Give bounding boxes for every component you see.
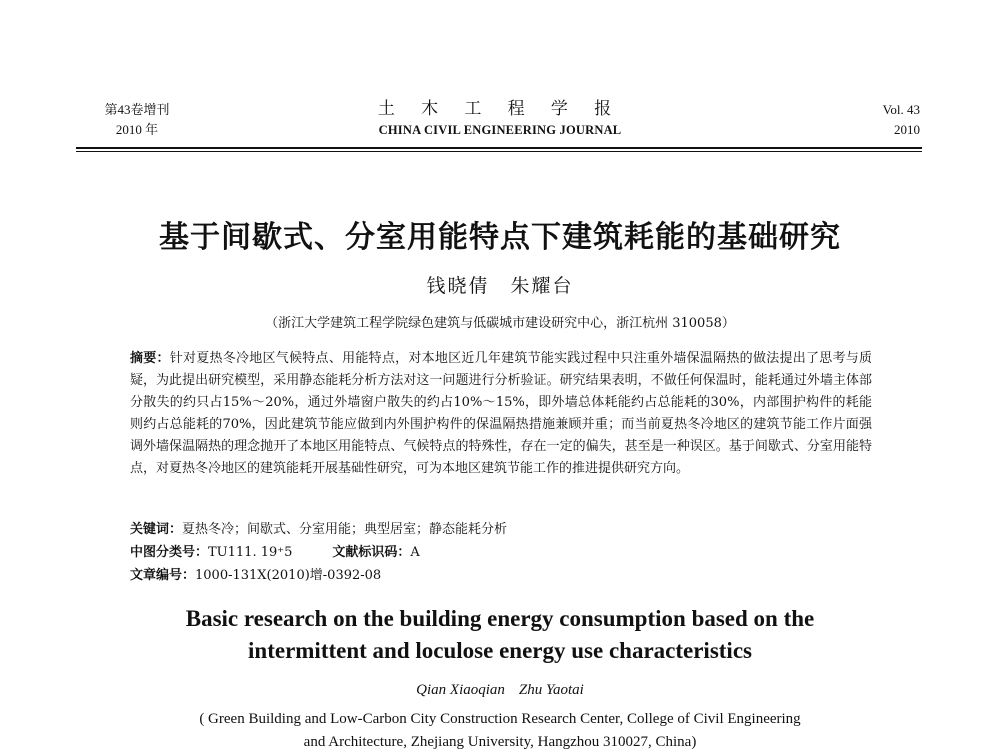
authors-en	[300, 680, 700, 700]
abstract-label: 摘要：	[130, 351, 170, 366]
journal-masthead	[330, 98, 670, 140]
journal-name-cn: 土 木 工 程 学 报	[377, 99, 623, 118]
header-year-en: 2010	[894, 122, 920, 137]
classification-line	[130, 542, 872, 564]
header-rule-thin	[76, 151, 922, 152]
paper-title-en-line2: intermittent and loculose energy use characteristics	[248, 638, 752, 663]
header-volume-info-en	[840, 100, 920, 140]
doc-code-label: 文献标识码：	[332, 545, 411, 560]
paper-title-en	[110, 603, 890, 667]
header-volume-info	[82, 100, 192, 140]
author-en-2: Zhu Yaotai	[518, 682, 584, 698]
keywords-text: 夏热冬冷；间歇式、分室用能；典型居室；静态能耗分析	[182, 522, 508, 537]
paper-title-cn: 基于间歇式、分室用能特点下建筑耗能的基础研究	[159, 220, 841, 255]
clc-label: 中图分类号：	[130, 545, 209, 560]
affiliation-en-line2: and Architecture, Zhejiang University, Hangzhou 310027, China)	[303, 734, 697, 750]
keywords-label: 关键词：	[130, 522, 183, 537]
authors-cn: 钱晓倩 朱耀台	[426, 275, 574, 297]
article-number-line	[130, 565, 872, 587]
abstract-cn	[130, 348, 872, 480]
paper-title-en-line1: Basic research on the building energy consumption based on the	[185, 606, 815, 631]
article-no-text: 1000-131X(2010)增-0392-08	[195, 568, 382, 583]
header-year-cn: 2010 年	[115, 122, 159, 137]
doc-code-text: A	[410, 545, 420, 560]
header-volume-en: Vol. 43	[882, 102, 920, 117]
header-volume-cn: 第43卷增刊	[104, 102, 170, 117]
abstract-text: 针对夏热冬冷地区气候特点、用能特点，对本地区近几年建筑节能实践过程中只注重外墙保温隔热的做法提出了思考与质疑，为此提出研究模型，采用静态能耗分析方法对这一问题进行分析验证。研究结果表明，不做任何保温时，能耗通过外墙主体部分散失的约只占15%～20%，通过外墙窗户散失的约占10%～15%，即外墙总体耗能约占总能耗的30%，内部围护构件的耗能则约占总能耗的70%，因此建筑节能应做到内外围护构件的保温隔热措施兼顾并重；而当前夏热冬冷地区的建筑节能工作片面强调外墙保温隔热的理念抛开了本地区用能特点、气候特点的特殊性，存在一定的偏失，甚至是一种误区。基于间歇式、分室用能特点，对夏热冬冷地区的建筑能耗开展基础性研究，可为本地区建筑节能工作的推进提供研究方向。	[130, 351, 872, 476]
article-no-label: 文章编号：	[130, 568, 196, 583]
affiliation-cn: （浙江大学建筑工程学院绿色建筑与低碳城市建设研究中心，浙江杭州 310058）	[265, 316, 735, 331]
clc-text: TU111. 19⁺5	[208, 545, 293, 560]
journal-name-en: CHINA CIVIL ENGINEERING JOURNAL	[378, 123, 622, 137]
affiliation-en-line1: ( Green Building and Low-Carbon City Construction Research Center, College of Civil Engineering	[199, 711, 801, 727]
keywords-line	[130, 519, 872, 541]
author-en-1: Qian Xiaoqian	[416, 682, 505, 698]
header-rule-thick	[76, 147, 922, 149]
